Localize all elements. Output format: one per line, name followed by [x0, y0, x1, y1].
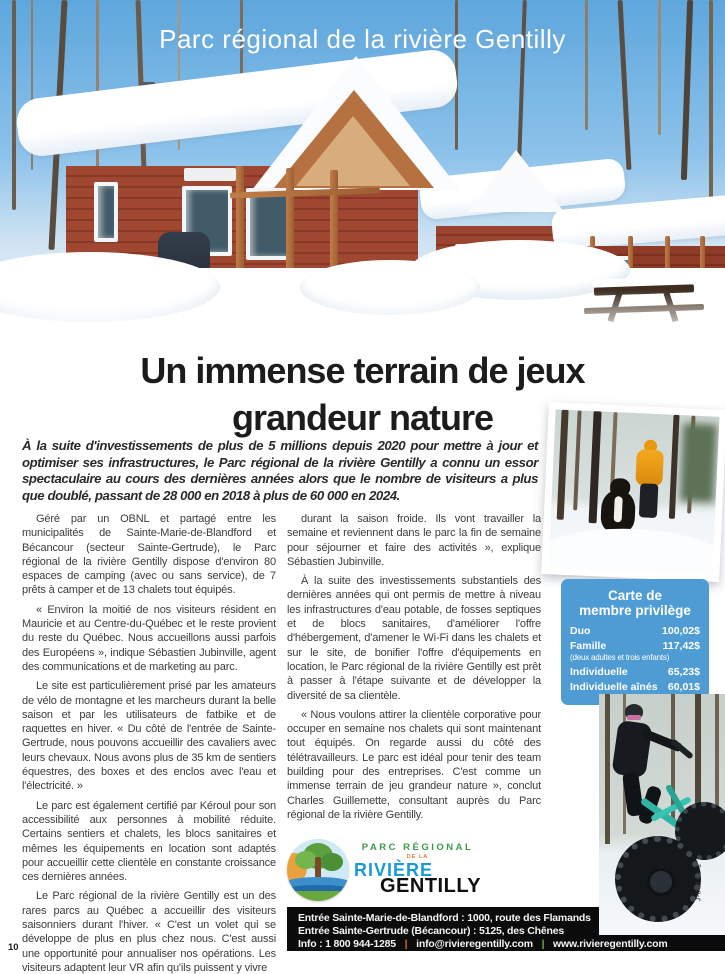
price-row-individuelle-aines [570, 680, 700, 695]
logo-line-riviere: RIVIÈRE [354, 860, 434, 880]
price-value: 117,42$ [662, 640, 700, 652]
logo-tree-foliage [295, 851, 317, 869]
logo-line-gentilly: GENTILLY [380, 875, 482, 897]
paragraph: durant la saison froide. Ils vont travailler la semaine et reviennent dans le parc la fin de semaine pour séjourner et faire des activités », explique Sébastien Jubinville. [287, 513, 541, 568]
paragraph: Le site est particulièrement prisé par les amateurs de vélo de montagne et les marcheurs durant la belle saison et par les utilisateurs de fatbike et de raquettes en hiver. « Du côté de l'entrée de Sainte-Gertrude, nous pouvons accueillir des cavaliers avec leurs chevaux. Nous avons plus de 35 km de sentiers équestres, des boxes et des enclos avec l'eau et l'électricité. » [22, 680, 276, 793]
tree-trunk [557, 410, 569, 520]
tree-trunk [573, 410, 582, 510]
paragraph: « Nous voulons attirer la clientèle corporative pour occuper en semaine nos chalets qui sont maintenant tout équipés. On regarde aussi du côté des télétravailleurs. Le parc est idéal pour tenir des team building pour des entreprises. C'est comme un immense terrain de jeu grandeur nature », conclut Charles Guillemette, consultant auprès du Parc régional de la rivière Gentilly. [287, 708, 541, 821]
price-row-duo [570, 624, 700, 639]
hiker-dog-photo [541, 402, 725, 582]
tree-trunk [669, 415, 680, 519]
footer-separator: | [541, 938, 545, 950]
membership-card-title [570, 588, 700, 618]
card-title-line-2: membre privilège [579, 603, 691, 618]
gable-truss-inner [296, 116, 410, 186]
rider-goggles [627, 715, 641, 720]
cabin-gable [468, 150, 564, 212]
tree-trunk [658, 0, 661, 135]
article-column-right [287, 512, 541, 827]
footer-address-1: Entrée Sainte-Marie-de-Blandford : 1000, route des Flamands [298, 912, 591, 924]
paragraph: À la suite des investissements substantiels des dernières années qui ont permis de mettre à niveau les infrastructures d'eau potable, de fosses septiques et de blocs sanitaires, d'améliorer l'offre d'hébergement, d'amener le Wi-Fi dans les chalets et sur le site, de bonifier l'offre d'équipements en location, le Parc régional de la rivière Gentilly est prêt à passer à l'étape suivante et de développer la diversité de sa clientèle. [287, 575, 541, 702]
hiker-pants [639, 483, 659, 518]
paragraph: « Environ la moitié de nos visiteurs résident en Mauricie et au Centre-du-Québec et le reste provient du reste du Québec. Nous accueillons aussi parfois des Européens », indique Sébastien Jubinville, agent des communications et de marketing au parc. [22, 603, 276, 673]
price-value: 60,01$ [667, 681, 700, 693]
snow-foreground [549, 525, 720, 575]
price-row-individuelle [570, 665, 700, 680]
price-value: 65,23$ [667, 666, 700, 678]
footer-website: www.rivieregentilly.com [553, 938, 668, 950]
headline-line-2: grandeur nature [231, 397, 494, 438]
fatbike-photo [599, 694, 725, 935]
price-note: (deux adultes et trois enfants) [570, 653, 670, 662]
park-logo-text [354, 839, 481, 896]
park-logo-icon [287, 839, 349, 901]
dog-chest [614, 496, 623, 522]
logo-tree-trunk [315, 857, 321, 879]
price-label: Famille [570, 640, 607, 652]
hiker-jacket [635, 449, 664, 486]
wheel-hub [647, 868, 675, 896]
footer-phone: Info : 1 800 944-1285 [298, 938, 396, 950]
conifer-foliage [680, 423, 718, 502]
logo-ground [287, 891, 349, 901]
hiker-dog-scene [549, 409, 720, 574]
page-title: Parc régional de la rivière Gentilly [159, 24, 566, 54]
card-title-line-1: Carte de [607, 588, 663, 603]
cabins-photo [0, 0, 725, 345]
page-number: 10 [8, 942, 19, 953]
article-column-left [22, 512, 276, 974]
price-label: Duo [570, 625, 591, 637]
article-intro: À la suite d'investissements de plus de 5 millions depuis 2020 pour mettre à jour et optimiser ses infrastructures, le Parc régional de la rivière Gentilly a connu un essor spectaculaire au cours des dernières années alors que le nombre de visiteurs a plus que doublé, passant de 28 000 en 2018 à plus de 60 000 en 2024. [22, 438, 538, 503]
footer-email: info@rivieregentilly.com [416, 938, 533, 950]
tree-trunk [589, 411, 602, 523]
logo-line-parc-regional: PARC RÉGIONAL [361, 842, 474, 853]
tree-trunk [585, 0, 588, 130]
logo-tree-foliage [321, 853, 343, 871]
photo-credit-code: J-60131-1 [693, 863, 703, 902]
porch-sign [184, 168, 236, 181]
paragraph: Le parc est également certifié par Kéroul pour son accessibilité aux personnes à mobilité réduite. Certains sentiers et chalets, les blocs sanitaires et mêmes les équipements en location sont adaptés pour accueillir cette clientèle en constante croissance ces dernières années. [22, 799, 276, 884]
price-row-famille [570, 639, 700, 654]
footer-address-2: Entrée Sainte-Gertrude (Bécancour) : 5125, des Chênes [298, 925, 564, 937]
cabin-window [94, 182, 118, 242]
membership-card [561, 579, 709, 705]
price-label: Individuelle aînés [570, 681, 658, 693]
price-label: Individuelle [570, 666, 628, 678]
logo-line-de-la: DE LA [406, 853, 429, 860]
headline-line-1: Un immense terrain de jeux [140, 350, 585, 391]
paragraph: Géré par un OBNL et partagé entre les municipalités de Sainte-Marie-de-Blandford et Bécancour (secteur Sainte-Gertrude), le Parc régional de la rivière Gentilly dispose d'environ 80 espaces de camping (avec ou sans service), de 7 prêts à camper et de 13 chalets tout équipés. [22, 513, 276, 597]
footer-separator: | [404, 938, 408, 950]
tree-trunk [605, 694, 610, 844]
park-logo [287, 839, 481, 901]
footer-contact-line [298, 938, 725, 951]
photo-fade [0, 290, 725, 345]
price-value: 100,02$ [662, 625, 700, 637]
paragraph: Le Parc régional de la rivière Gentilly est un des rares parcs au Québec a accueillir des visiteurs saisonniers durant l'hiver. « C'est un volet qui se développe de plus en plus chez nous. C'est aussi une opportunité pour annualiser nos opérations. Les visiteurs adaptent leur VR afin qu'ils puissent y vivre [22, 890, 276, 974]
